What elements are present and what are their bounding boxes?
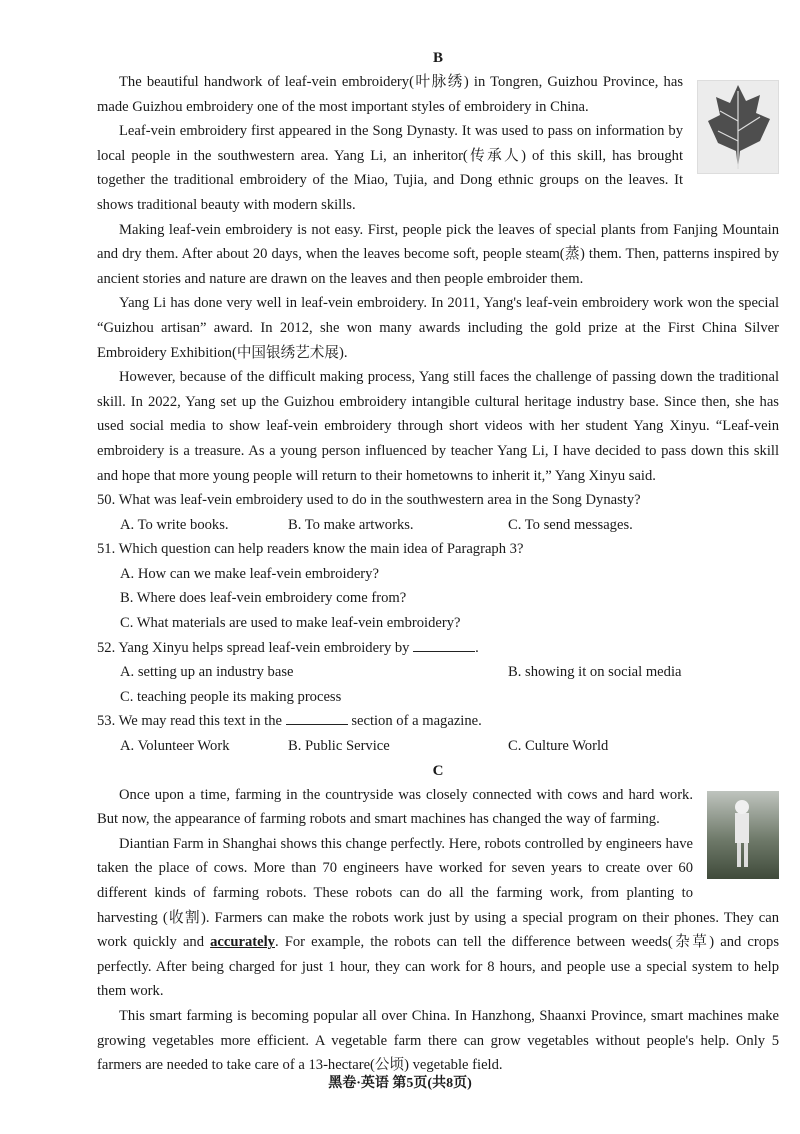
exam-page <box>97 46 779 1078</box>
paragraph: However, because of the difficult making process, Yang still faces the challenge of passing down the traditional skill. In 2022, Yang set up the Guizhou embroidery intangible cultural heritage industry base. Since then, she has used social media to show leaf-vein embroidery through short videos with her student Yang Xinyu. “Leaf-vein embroidery is a treasure. As a young person influenced by teacher Yang Li, I have decided to pass down this skill and hope that more young people will return to their hometowns to inherit it,” Yang Xinyu said. <box>97 369 779 484</box>
paragraph: This smart farming is becoming popular all over China. In Hanzhong, Shaanxi Province, smart machines make growing vegetables more efficient. A vegetable farm there can grow vegetables without people's help. Only 5 farmers are needed to take care of a 13-hectare(公顷) vegetable field. <box>97 1007 779 1074</box>
option-c: C. teaching people its making process <box>120 688 342 705</box>
option-a: A. Volunteer Work <box>120 738 230 755</box>
option-a: A. setting up an industry base <box>120 664 294 681</box>
question-50: 50. What was leaf-vein embroidery used to do in the southwestern area in the Song Dynasty? <box>97 492 641 509</box>
options-52 <box>97 660 779 685</box>
question-52 <box>97 636 779 661</box>
paragraph: The beautiful handwork of leaf-vein embroidery(叶脉绣) in Tongren, Guizhou Province, has made Guizhou embroidery one of the most important styles of embroidery in China. <box>97 74 683 115</box>
option-a: A. How can we make leaf-vein embroidery? <box>120 565 379 582</box>
paragraph-text: Diantian Farm in Shanghai shows this change perfectly. Here, robots controlled by engineers have taken the place of cows. More than 70 engineers have worked for seven years to create over 60 different kinds of farming robots. These robots can do all the farming work, from planting to harvesting (收割). Farmers can make the robots work just by using a special program on their phones. They can work quickly and <box>97 835 779 951</box>
page-footer: 黑卷·英语 第5页(共8页) <box>328 1076 472 1091</box>
options-50 <box>97 513 779 538</box>
option-b: B. Public Service <box>288 738 390 755</box>
paragraph: Making leaf-vein embroidery is not easy. First, people pick the leaves of special plants from Fanjing Mountain and dry them. After about 20 days, when the leaves become soft, people steam(蒸) them. Then, patterns inspired by ancient stories and nature are drawn on the leaves and then people embroider them. <box>97 221 779 287</box>
option-b: B. To make artworks. <box>288 516 414 533</box>
question-53 <box>97 709 779 734</box>
option-b: B. Where does leaf-vein embroidery come from? <box>120 590 407 607</box>
option-c: C. What materials are used to make leaf-vein embroidery? <box>120 615 461 632</box>
question-stem: 52. Yang Xinyu helps spread leaf-vein embroidery by <box>97 639 410 656</box>
paragraph: Leaf-vein embroidery first appeared in the Song Dynasty. It was used to pass on information by local people in the southwestern area. Yang Li, an inheritor(传承人) of this skill, has brought together the traditional embroidery of the Miao, Tujia, and Dong ethnic groups on the leaves. It shows traditional beauty with modern skills. <box>97 123 683 213</box>
options-53 <box>97 734 779 759</box>
question-51: 51. Which question can help readers know the main idea of Paragraph 3? <box>97 541 524 558</box>
paragraph-text: . For example, the robots can tell the difference between weeds(杂草) and crops perfectly. After being charged for just 1 hour, they can work for 8 hours, and people use a special system to help them work. <box>97 934 779 1000</box>
leaf-embroidery-image <box>697 80 779 174</box>
paragraph: Yang Li has done very well in leaf-vein embroidery. In 2011, Yang's leaf-vein embroidery work won the special “Guizhou artisan” award. In 2012, she won many awards including the gold prize at the First China Silver Embroidery Exhibition(中国银绣艺术展). <box>97 295 779 361</box>
question-stem-end: section of a magazine. <box>351 713 482 730</box>
option-c: C. Culture World <box>508 738 609 755</box>
answer-blank <box>413 639 475 652</box>
paragraph <box>97 832 779 1004</box>
question-stem-end: . <box>475 639 479 656</box>
option-c: C. To send messages. <box>508 516 633 533</box>
option-a: A. To write books. <box>120 516 229 533</box>
underlined-word: accurately <box>210 934 275 951</box>
question-stem: 53. We may read this text in the <box>97 713 282 730</box>
section-c-heading: C <box>432 762 444 779</box>
section-b-heading: B <box>432 50 443 66</box>
answer-blank <box>286 712 348 725</box>
option-b: B. showing it on social media <box>508 664 682 681</box>
paragraph: Once upon a time, farming in the countryside was closely connected with cows and hard work. But now, the appearance of farming robots and smart machines has changed the way of farming. <box>97 786 693 828</box>
farming-robot-image <box>707 791 779 879</box>
